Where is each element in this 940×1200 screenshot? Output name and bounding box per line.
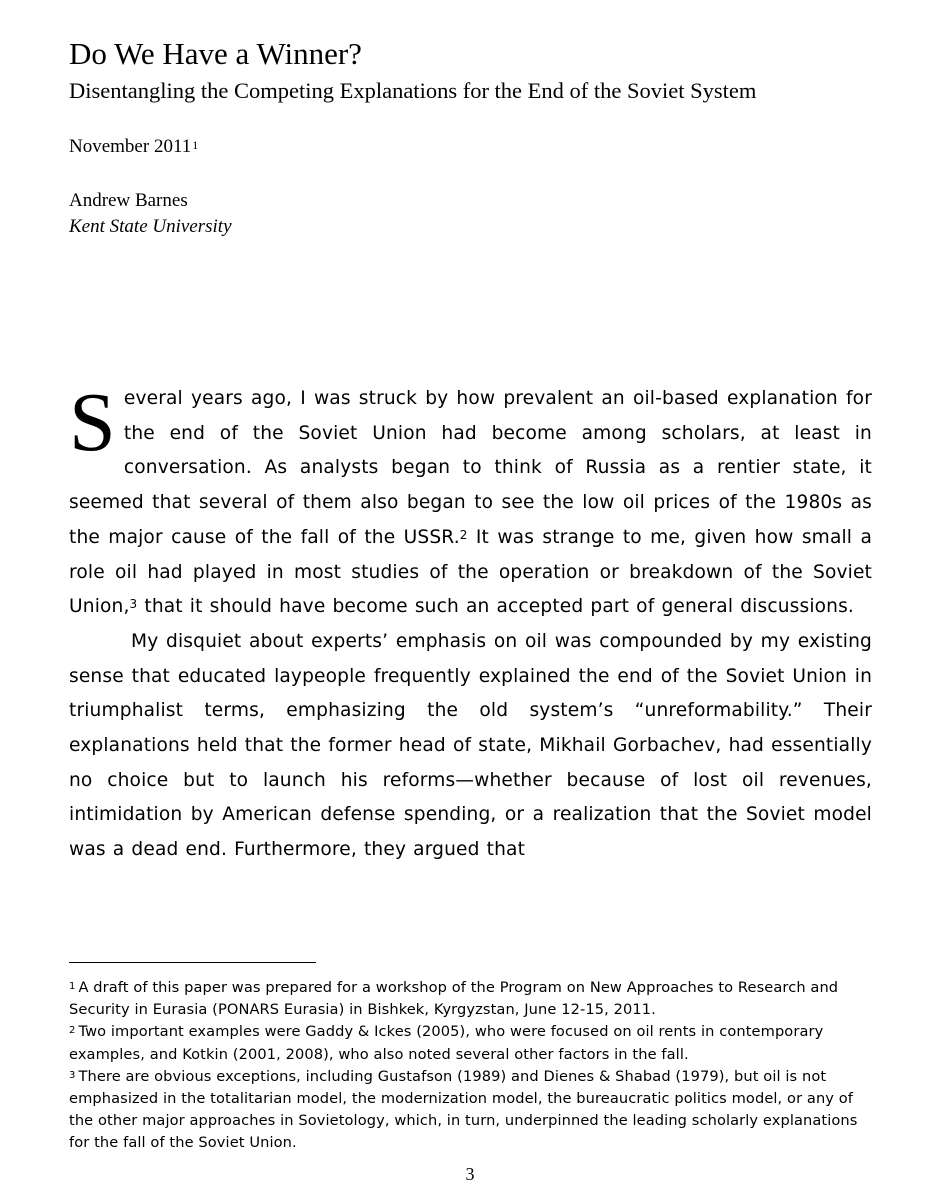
footnote-text: There are obvious exceptions, including Gustafson (1989) and Dienes & Shabad (1979), but oil is not emphasized in the totalitarian model, the modernization model, the bureaucratic politics model, or any of the other major approaches in Sovietology, which, in turn, underpinned the leading scholarly explanations for the fall of the Soviet Union.: [69, 1067, 858, 1152]
footnote-2: [69, 1021, 869, 1065]
footnote-ref-2: 2: [459, 527, 468, 542]
footnote-ref-1: 1: [192, 138, 199, 152]
footnote-divider: [69, 962, 316, 963]
drop-cap: S: [69, 376, 116, 469]
page-number: 3: [465, 1164, 475, 1184]
footnote-text: A draft of this paper was prepared for a workshop of the Program on New Approaches to Research and Security in Eurasia (PONARS Eurasia) in Bishkek, Kyrgyzstan, June 12-15, 2011.: [69, 979, 839, 1019]
paragraph-1-text-b: It was strange to me, given how small a role oil had played in most studies of the operation or breakdown of the Soviet Union,: [69, 526, 872, 618]
paragraph-1: [69, 376, 872, 625]
date-text: November 2011: [69, 136, 192, 157]
paper-date: [69, 135, 198, 159]
footnote-text: Two important examples were Gaddy & Ickes (2005), who were focused on oil rents in contemporary examples, and Kotkin (2001, 2008), who also noted several other factors in the fall.: [69, 1023, 824, 1063]
author-affiliation: Kent State University: [69, 216, 232, 237]
footnote-3: [69, 1066, 869, 1155]
footnotes: [69, 977, 869, 1155]
footnote-number: 1: [69, 981, 76, 992]
footnote-number: 2: [69, 1025, 76, 1037]
paragraph-1-text-a: everal years ago, I was struck by how prevalent an oil-based explanation for the end of the Soviet Union had become among scholars, at least in conversation. As analysts began to think of Russia as a rentier state, it seemed that several of them also began to see the low oil prices of the 1980s as the major cause of the fall of the USSR.: [69, 388, 872, 548]
paper-subtitle: Disentangling the Competing Explanations for the End of the Soviet System: [69, 78, 757, 103]
paragraph-1-text-c: that it should have become such an accepted part of general discussions.: [137, 596, 854, 618]
body-text: [69, 376, 872, 868]
footnote-1: [69, 977, 869, 1021]
paper-title: Do We Have a Winner?: [69, 36, 362, 71]
footnote-ref-3: 3: [129, 597, 138, 612]
footnote-number: 3: [69, 1069, 76, 1081]
paragraph-2: My disquiet about experts’ emphasis on oil was compounded by my existing sense that educated laypeople frequently explained the end of the Soviet Union in triumphalist terms, emphasizing the old system’s “unreformability.” Their explanations held that the former head of state, Mikhail Gorbachev, had essentially no choice but to launch his reforms—whether because of lost oil revenues, intimidation by American defense spending, or a realization that the Soviet model was a dead end. Furthermore, they argued that: [69, 630, 872, 861]
author-name: Andrew Barnes: [69, 190, 188, 211]
